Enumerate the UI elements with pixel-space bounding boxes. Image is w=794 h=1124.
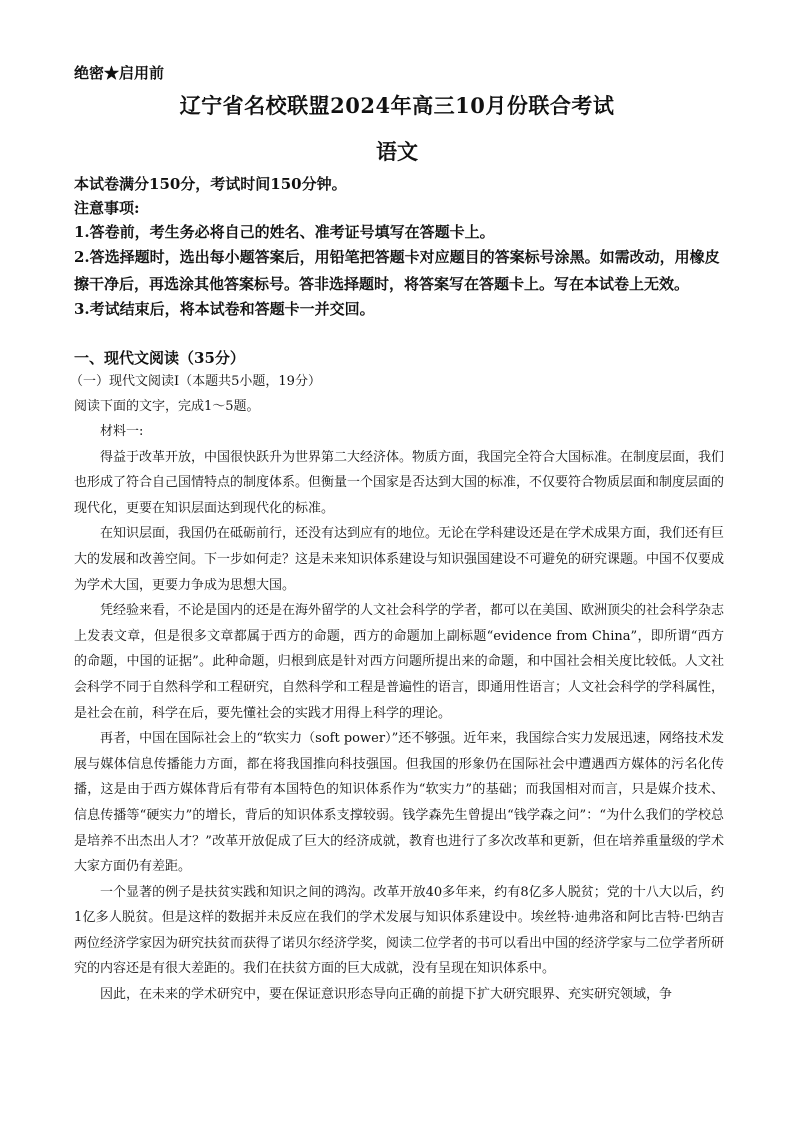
confidential-mark: 绝密★启用前 xyxy=(74,64,165,82)
instruction-item-3: 3.考试结束后，将本试卷和答题卡一并交回。 xyxy=(74,300,375,318)
material-label: 材料一: xyxy=(100,424,144,439)
paragraph: 因此，在未来的学术研究中，要在保证意识形态导向正确的前提下扩大研究眼界、充实研究领域，争 xyxy=(100,987,673,1003)
exam-instructions xyxy=(74,172,724,321)
paragraph: 在知识层面，我国仍在砥砺前行，还没有达到应有的地位。无论在学科建设还是在学术成果方面，我们还有巨大的发展和改善空间。下一步如何走？这是未来知识体系建设与知识强国建设不可避免的研究课题。中国不仅要成为学术大国，更要力争成为思想大国。 xyxy=(74,526,725,593)
paragraph: 得益于改革开放，中国很快跃升为世界第二大经济体。物质方面，我国完全符合大国标准。在制度层面，我们也形成了符合自己国情特点的制度体系。但衡量一个国家是否达到大国的标准，不仅要符合物质层面和制度层面的现代化，更要在知识层面达到现代化的标准。 xyxy=(74,449,725,516)
paragraph: 一个显著的例子是扶贫实践和知识之间的鸿沟。改革开放40多年来，约有8亿多人脱贫；党的十八大以后，约1亿多人脱贫。但是这样的数据并未反应在我们的学术发展与知识体系建设中。埃丝特·迪弗洛和阿比吉特·巴纳吉两位经济学家因为研究扶贫而获得了诺贝尔经济学奖，阅读二位学者的书可以看出中国的经济学家与二位学者所研究的内容还是有很大差距的。我们在扶贫方面的巨大成就，没有呈现在知识体系中。 xyxy=(74,884,725,977)
notice-label: 注意事项: xyxy=(74,199,140,217)
reading-directive: 阅读下面的文字，完成1～5题。 xyxy=(74,399,260,414)
material-one xyxy=(74,419,724,1008)
paragraph: 凭经验来看，不论是国内的还是在海外留学的人文社会科学的学者，都可以在美国、欧洲顶尖的社会科学杂志上发表文章，但是很多文章都属于西方的命题，西方的命题加上副标题“evidence from China”，即所谓“西方的命题，中国的证据”。此种命题，归根到底是针对西方问题所提出来的命题，和中国社会相关度比较低。人文社会科学不同于自然科学和工程研究，自然科学和工程是普遍性的语言，即通用性语言；人文社会科学的学科属性，是社会在前，科学在后，要先懂社会的实践才用得上科学的理论。 xyxy=(74,603,725,721)
instruction-item-2: 2.答选择题时，选出每小题答案后，用铅笔把答题卡对应题目的答案标号涂黑。如需改动，用橡皮擦干净后，再选涂其他答案标号。答非选择题时，将答案写在答题卡上。写在本试卷上无效。 xyxy=(74,248,720,293)
section-heading: 一、现代文阅读（35分） xyxy=(74,349,245,367)
score-time-line: 本试卷满分150分，考试时间150分钟。 xyxy=(74,175,347,193)
subject-title: 语文 xyxy=(376,139,418,164)
exam-title: 辽宁省名校联盟2024年高三10月份联合考试 xyxy=(179,93,615,118)
paragraph: 再者，中国在国际社会上的“软实力（soft power）”还不够强。近年来，我国综合实力发展迅速，网络技术发展与媒体信息传播能力方面，都在将我国推向科技强国。但我国的形象仍在国际社会中遭遇西方媒体的污名化传播，这是由于西方媒体背后有带有本国特色的知识体系作为“软实力”的基础；而我国相对而言，只是媒介技术、信息传播等“硬实力”的增长，背后的知识体系支撑较弱。钱学森先生曾提出“钱学森之问”：“为什么我们的学校总是培养不出杰出人才？”改革开放促成了巨大的经济成就，教育也进行了多次改革和更新，但在培养重量级的学术大家方面仍有差距。 xyxy=(74,731,724,875)
section-subheading: （一）现代文阅读Ⅰ（本题共5小题，19分） xyxy=(70,374,321,389)
instruction-item-1: 1.答卷前，考生务必将自己的姓名、准考证号填写在答题卡上。 xyxy=(74,223,495,241)
